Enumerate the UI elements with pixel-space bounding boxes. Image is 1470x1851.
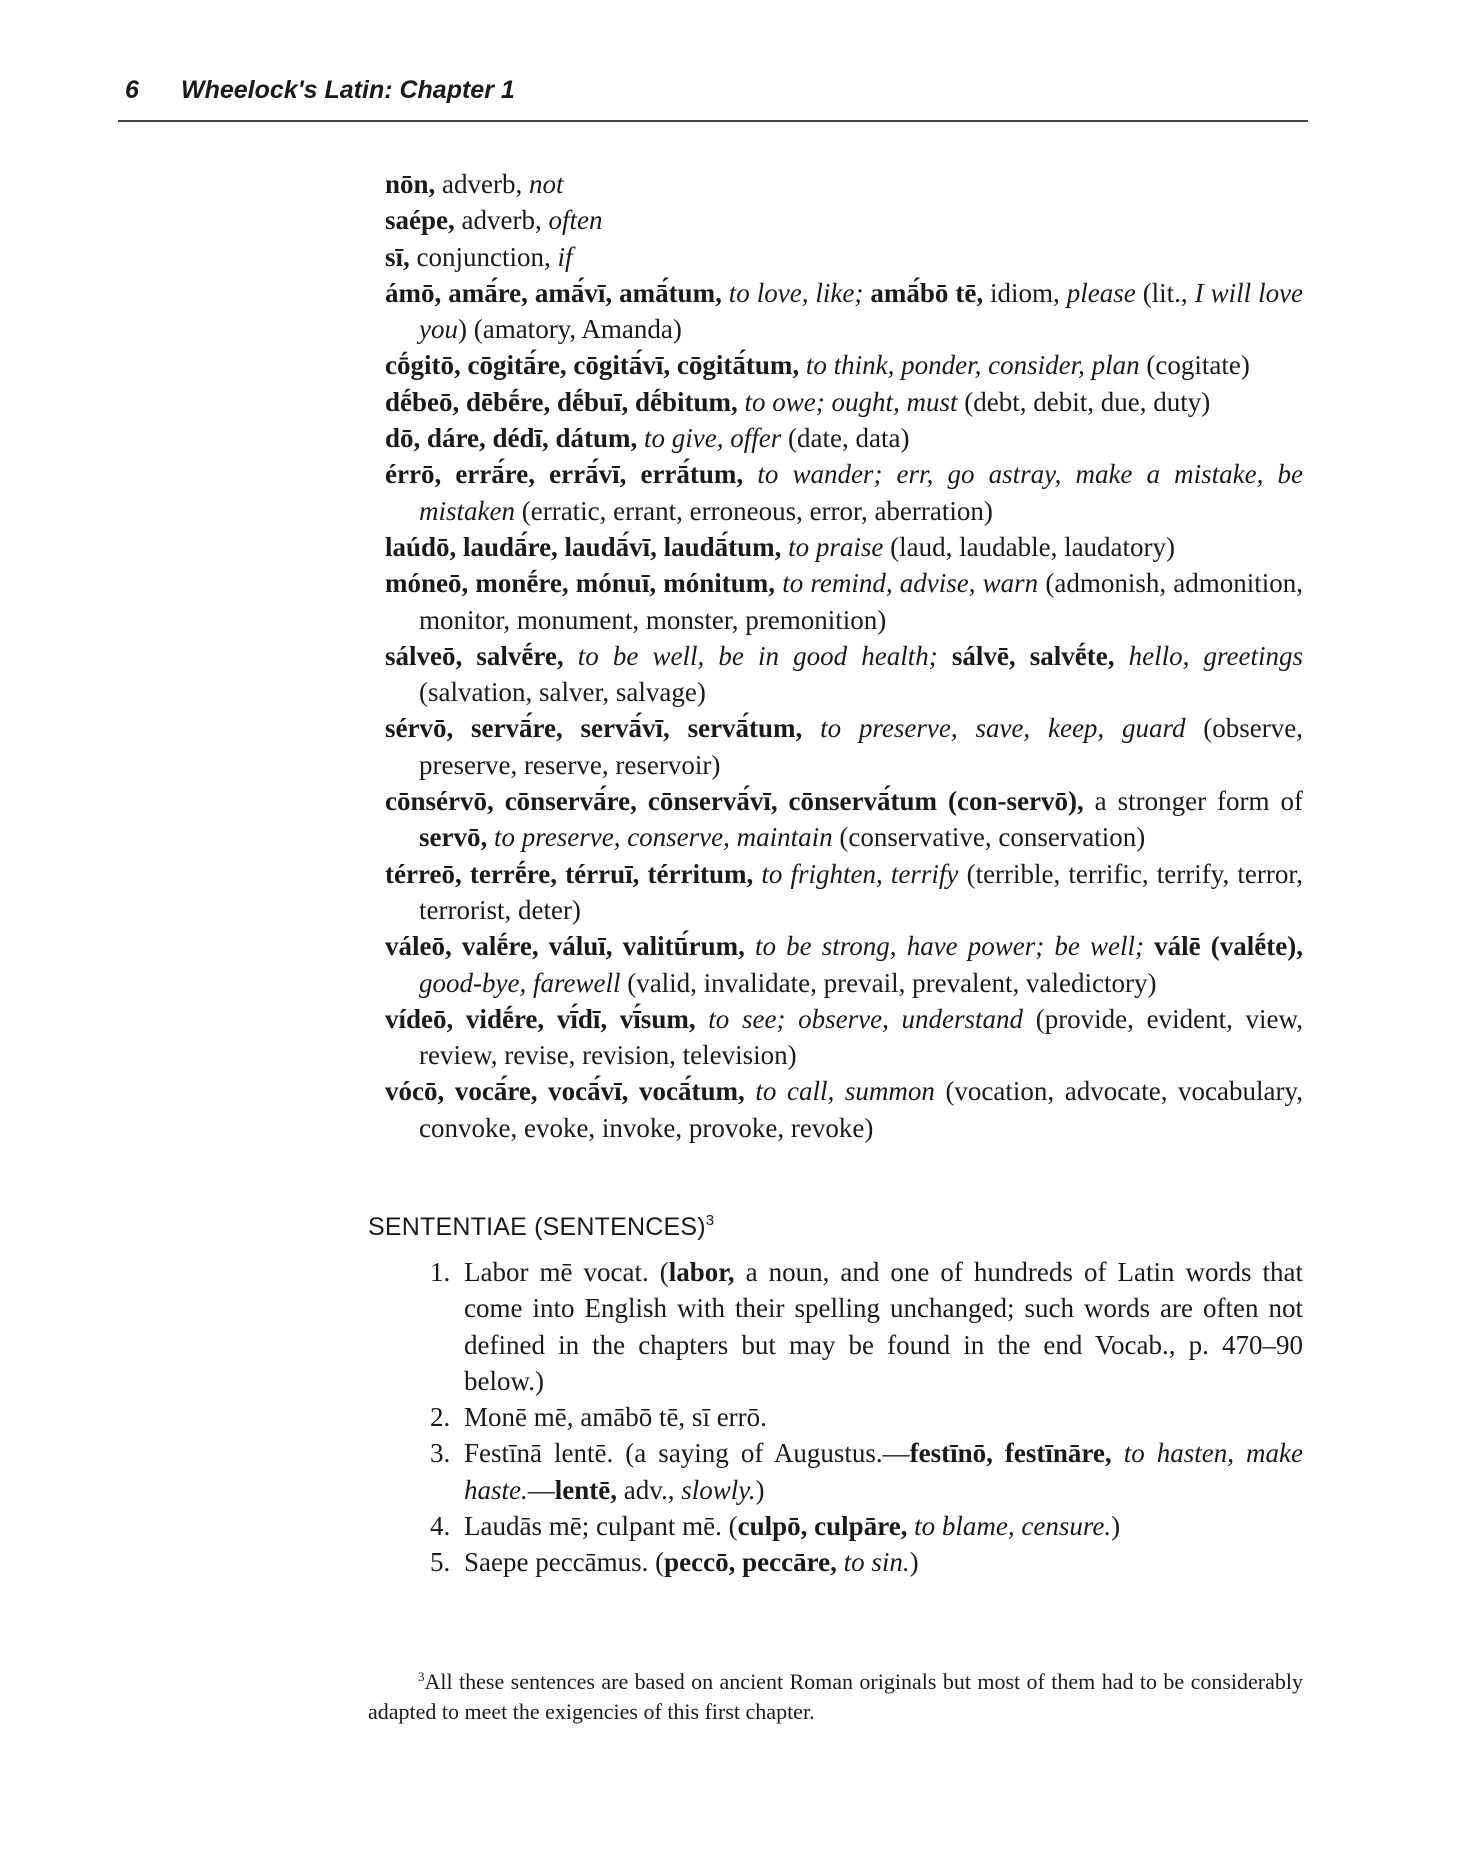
latin-form: cōnsérvō, cōnservā́re, cōnservā́vī, cōnservā́tum (con-servō),: [385, 786, 1084, 817]
section-title-text: SENTENTIAE (SENTENCES): [368, 1213, 706, 1241]
definition: to preserve, save, keep, guard: [820, 713, 1186, 744]
latin-form: sérvō, servā́re, servā́vī, servā́tum,: [385, 713, 803, 744]
vocabulary-entry: [385, 384, 1303, 420]
vocabulary-entry: [385, 565, 1303, 638]
text-run: (lit.,: [1135, 277, 1195, 308]
text-run: [743, 459, 757, 489]
definition: I will love you: [419, 277, 1304, 345]
text-run: ): [1111, 1511, 1121, 1542]
definition: slowly.: [681, 1474, 756, 1505]
definition: to think, ponder, consider, plan: [805, 350, 1140, 381]
text-run: [487, 822, 494, 852]
text-run: ) (amatory, Amanda): [457, 314, 682, 345]
definition: often: [548, 205, 603, 236]
text-run: [799, 350, 806, 380]
vocabulary-entry: [385, 1001, 1303, 1074]
latin-form: sálvē, salvḗte,: [951, 640, 1115, 671]
text-run: idiom,: [983, 277, 1067, 308]
text-run: conjunction,: [409, 241, 558, 272]
vocabulary-entry: [385, 420, 1303, 456]
definition: please: [1066, 277, 1136, 308]
sentence-item: [430, 1544, 1303, 1580]
definition: to frighten, terrify: [761, 858, 959, 889]
vocabulary-entry: [385, 275, 1303, 348]
running-header: [125, 76, 1305, 105]
vocabulary-entry: [385, 856, 1303, 929]
latin-form: móneō, monḗre, mónuī, mónitum,: [385, 568, 776, 599]
sentence-item: [430, 1435, 1303, 1508]
text-run: a stronger form of: [1083, 786, 1303, 817]
text-run: [738, 387, 745, 417]
text-run: adverb,: [454, 205, 549, 236]
latin-form: ámō, amā́re, amā́vī, amā́tum,: [385, 277, 722, 308]
vocabulary-entry: [385, 202, 1303, 238]
latin-form: lentē,: [554, 1474, 617, 1505]
chapter-title: Wheelock's Latin: Chapter 1: [181, 76, 515, 104]
definition: to love, like;: [728, 277, 864, 308]
sentence-item: [430, 1399, 1303, 1435]
text-run: Saepe peccāmus. (: [464, 1547, 665, 1578]
text-run: ): [755, 1474, 765, 1505]
vocabulary-entry: [385, 347, 1303, 383]
definition: to blame, censure.: [914, 1511, 1112, 1542]
text-run: (valid, invalidate, prevail, prevalent, valedictory): [620, 967, 1157, 998]
sentence-item: [430, 1254, 1303, 1399]
definition: to wander; err, go astray, make a mistake, be mistaken: [419, 459, 1304, 526]
text-run: [938, 641, 952, 671]
definition: to be strong, have power; be well;: [755, 931, 1145, 962]
text-run: Festīnā lentē. (a saying of Augustus.—: [464, 1438, 910, 1469]
latin-form: válē (valḗte),: [1154, 931, 1303, 962]
text-run: (laud, laudable, laudatory): [883, 531, 1176, 562]
text-run: (terrible, terrific, terrify, terror, terrorist, deter): [419, 858, 1304, 925]
vocabulary-entry: [385, 783, 1303, 856]
vocabulary-entry: [385, 456, 1303, 529]
sentences-list: [430, 1254, 1303, 1581]
definition: to be well, be in good health;: [577, 640, 938, 671]
text-run: Laudās mē; culpant mē. (: [464, 1511, 738, 1542]
definition: if: [557, 241, 573, 272]
definition: to call, summon: [755, 1076, 935, 1107]
footnote-reference: 3: [705, 1212, 715, 1229]
header-rule: [118, 120, 1308, 122]
text-run: (conservative, conservation): [832, 822, 1146, 853]
latin-form: cṓgitō, cōgitā́re, cōgitā́vī, cōgitā́tum,: [385, 350, 800, 381]
text-run: (debt, debit, due, duty): [957, 386, 1211, 417]
text-run: (cogitate): [1139, 350, 1250, 381]
section-heading: [368, 1212, 714, 1242]
latin-form: vócō, vocā́re, vocā́vī, vocā́tum,: [385, 1076, 745, 1107]
latin-form: nōn,: [385, 169, 436, 199]
latin-form: dḗbeō, dēbḗre, dḗbuī, dḗbitum,: [385, 386, 738, 417]
sentence-number: 1.: [430, 1257, 451, 1287]
text-run: adverb,: [435, 169, 530, 199]
latin-form: dō, dáre, dédī, dátum,: [385, 423, 638, 454]
latin-form: servō,: [419, 822, 488, 853]
definition: to preserve, conserve, maintain: [493, 822, 833, 853]
sentence-item: [430, 1508, 1303, 1544]
latin-form: peccō, peccāre,: [664, 1547, 837, 1578]
latin-form: labor,: [668, 1257, 735, 1287]
definition: to hasten, make haste.: [464, 1438, 1304, 1505]
definition: to remind, advise, warn: [782, 568, 1039, 599]
text-run: [696, 1004, 709, 1034]
text-run: (admonish, admonition, monitor, monument, monster, premonition): [419, 568, 1304, 635]
footnote-text: All these sentences are based on ancient Roman originals but most of them had to be considerably adapted to meet the exigencies of this first chapter.: [368, 1669, 1303, 1724]
text-run: ): [909, 1547, 919, 1578]
vocabulary-entry: [385, 1073, 1303, 1146]
latin-form: sī,: [385, 241, 410, 272]
definition: to praise: [788, 531, 884, 562]
text-run: [802, 713, 820, 743]
vocabulary-list: [385, 166, 1303, 1146]
text-run: Labor mē vocat. (: [464, 1257, 669, 1287]
text-run: (salvation, salver, salvage): [419, 677, 706, 708]
definition: to owe; ought, must: [744, 386, 958, 417]
latin-form: amā́bō tē,: [870, 277, 984, 308]
definition: hello, greetings: [1128, 640, 1304, 671]
definition: to give, offer: [644, 423, 782, 454]
text-run: [722, 278, 729, 308]
page-number: 6: [125, 76, 139, 104]
vocabulary-entry: [385, 239, 1303, 275]
text-run: [1115, 641, 1129, 671]
latin-form: saépe,: [385, 205, 455, 236]
text-run: (erratic, errant, erroneous, error, aberration): [514, 495, 993, 526]
text-run: (provide, evident, view, review, revise, revision, television): [419, 1003, 1303, 1071]
text-run: [564, 641, 578, 671]
sentence-number: 4.: [430, 1511, 451, 1542]
definition: to sin.: [843, 1547, 910, 1578]
sentence-number: 3.: [430, 1438, 451, 1469]
latin-form: térreō, terrḗre, térruī, térritum,: [385, 858, 754, 889]
text-run: [745, 1076, 756, 1106]
definition: good-bye, farewell: [419, 967, 621, 998]
vocabulary-entry: [385, 928, 1303, 1001]
vocabulary-entry: [385, 638, 1303, 711]
text-run: (observe, preserve, reserve, reservoir): [419, 713, 1304, 780]
definition: not: [529, 169, 564, 199]
text-run: [745, 931, 755, 961]
text-run: [837, 1547, 844, 1577]
latin-form: laúdō, laudā́re, laudā́vī, laudā́tum,: [385, 531, 782, 562]
text-run: [1112, 1438, 1124, 1468]
text-run: adv.,: [616, 1474, 682, 1505]
text-run: —: [527, 1474, 555, 1505]
latin-form: sálveō, salvḗre,: [385, 640, 564, 671]
latin-form: érrō, errā́re, errā́vī, errā́tum,: [385, 459, 744, 490]
definition: to see; observe, understand: [708, 1003, 1024, 1034]
latin-form: vídeō, vidḗre, vī́dī, vī́sum,: [385, 1003, 696, 1034]
latin-form: váleō, valḗre, váluī, valitū́rum,: [385, 931, 745, 962]
text-run: [1144, 931, 1154, 961]
vocabulary-entry: [385, 166, 1303, 202]
latin-form: culpō, culpāre,: [737, 1511, 908, 1542]
footnote-marker: 3: [418, 1669, 425, 1684]
footnote: [368, 1662, 1303, 1727]
vocabulary-entry: [385, 529, 1303, 565]
sentence-number: 2.: [430, 1402, 451, 1433]
text-run: (vocation, advocate, vocabulary, convoke, evoke, invoke, provoke, revoke): [419, 1076, 1303, 1143]
text-run: Monē mē, amābō tē, sī errō.: [464, 1402, 767, 1433]
sentence-number: 5.: [430, 1547, 451, 1578]
text-run: (date, data): [781, 423, 910, 454]
latin-form: festīnō, festīnāre,: [909, 1438, 1112, 1469]
text-run: a noun, and one of hundreds of Latin words that come into English with their spelling unchanged; such words are often not defined in the chapters but may be found in the end Vocab., p. 470–90 below.): [464, 1257, 1303, 1396]
vocabulary-entry: [385, 710, 1303, 783]
